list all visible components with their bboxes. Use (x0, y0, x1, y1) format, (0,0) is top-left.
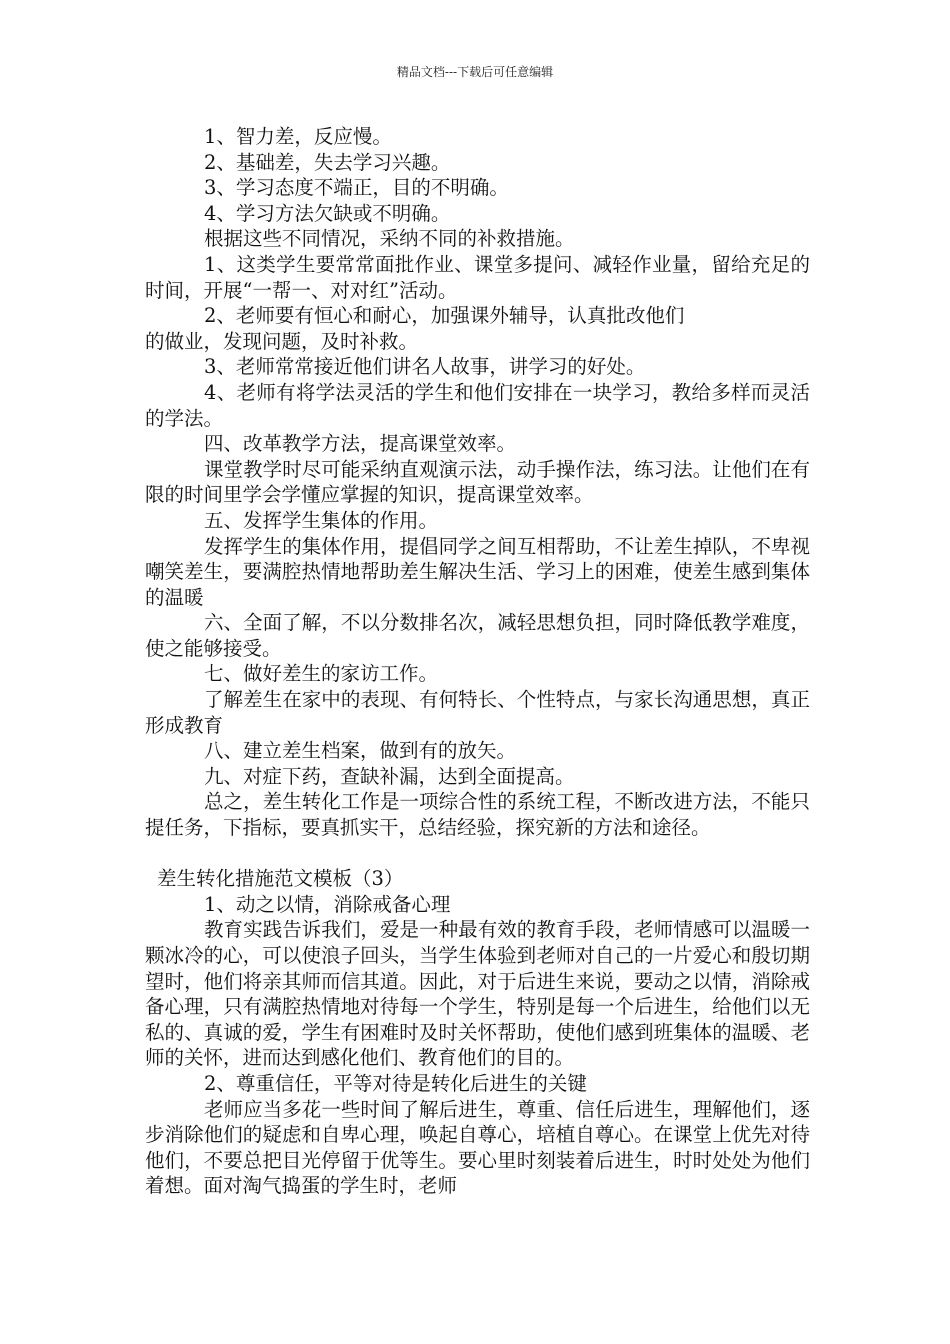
page-header: 精品文档---下载后可任意编辑 (396, 65, 554, 79)
paragraph: 1、动之以情，消除戒备心理 (204, 892, 451, 916)
paragraph: 七、做好差生的家访工作。 (204, 662, 439, 686)
paragraph: 五、发挥学生集体的作用。 (204, 508, 439, 532)
paragraph: 九、对症下药，查缺补漏，达到全面提高。 (204, 764, 575, 788)
paragraph: 老师应当多花一些时间了解后进生，尊重、信任后进生，理解他们，逐步消除他们的疑虑和自卑心理，唤起自尊心，培植自尊心。在课堂上优先对待他们，不要总把目光停留于优等生。要心里时刻装着后进生，时时处处为他们着想。面对淘气捣蛋的学生时，老师 (145, 1097, 810, 1198)
section-title: 差生转化措施范文模板（3） (157, 867, 404, 891)
paragraph: 1、这类学生要常常面批作业、课堂多提问、减轻作业量，留给充足的时间，开展“一帮一、对对红”活动。 (145, 252, 810, 302)
paragraph: 2、尊重信任，平等对待是转化后进生的关键 (204, 1071, 587, 1095)
paragraph: 1、智力差，反应慢。 (204, 125, 392, 148)
paragraph: 2、基础差，失去学习兴趣。 (204, 150, 451, 174)
paragraph: 4、学习方法欠缺或不明确。 (204, 201, 451, 225)
paragraph: 课堂教学时尽可能采纳直观演示法，动手操作法，练习法。让他们在有限的时间里学会学懂应掌握的知识，提高课堂效率。 (145, 457, 810, 507)
paragraph: 了解差生在家中的表现、有何特长、个性特点，与家长沟通思想，真正形成教育 (145, 688, 810, 737)
paragraph: 的做业，发现问题，及时补救。 (145, 329, 419, 353)
paragraph: 4、老师有将学法灵活的学生和他们安排在一块学习，教给多样而灵活的学法。 (145, 380, 810, 430)
paragraph: 八、建立差生档案，做到有的放矢。 (204, 739, 517, 763)
paragraph: 发挥学生的集体作用，提倡同学之间互相帮助，不让差生掉队，不卑视嘲笑差生，要满腔热情地帮助差生解决生活、学习上的困难，使差生感到集体的温暖 (145, 534, 810, 609)
section-spacer (145, 841, 810, 867)
paragraph: 总之，差生转化工作是一项综合性的系统工程，不断改进方法，不能只提任务，下指标，要真抓实干，总结经验，探究新的方法和途径。 (145, 790, 810, 840)
paragraph: 四、改革教学方法，提高课堂效率。 (204, 432, 517, 456)
paragraph: 教育实践告诉我们，爱是一种最有效的教育手段，老师情感可以温暖一颗冰冷的心，可以使浪子回头，当学生体验到老师对自己的一片爱心和殷切期望时，他们将亲其师而信其道。因此，对于后进生来说，要动之以情，消除戒备心理，只有满腔热情地对待每一个学生，特别是每一个后进生，给他们以无私的、真诚的爱，学生有困难时及时关怀帮助，使他们感到班集体的温暖、老师的关怀，进而达到感化他们、教育他们的目的。 (145, 918, 810, 1070)
paragraph: 3、学习态度不端正，目的不明确。 (204, 176, 509, 200)
paragraph: 3、老师常常接近他们讲名人故事，讲学习的好处。 (204, 355, 646, 379)
paragraph: 根据这些不同情况，采纳不同的补救措施。 (204, 227, 575, 251)
paragraph: 2、老师要有恒心和耐心，加强课外辅导，认真批改他们 (204, 304, 685, 328)
paragraph: 六、全面了解，不以分数排名次，减轻思想负担，同时降低教学难度，使之能够接受。 (145, 611, 810, 660)
document-body (145, 124, 810, 1199)
